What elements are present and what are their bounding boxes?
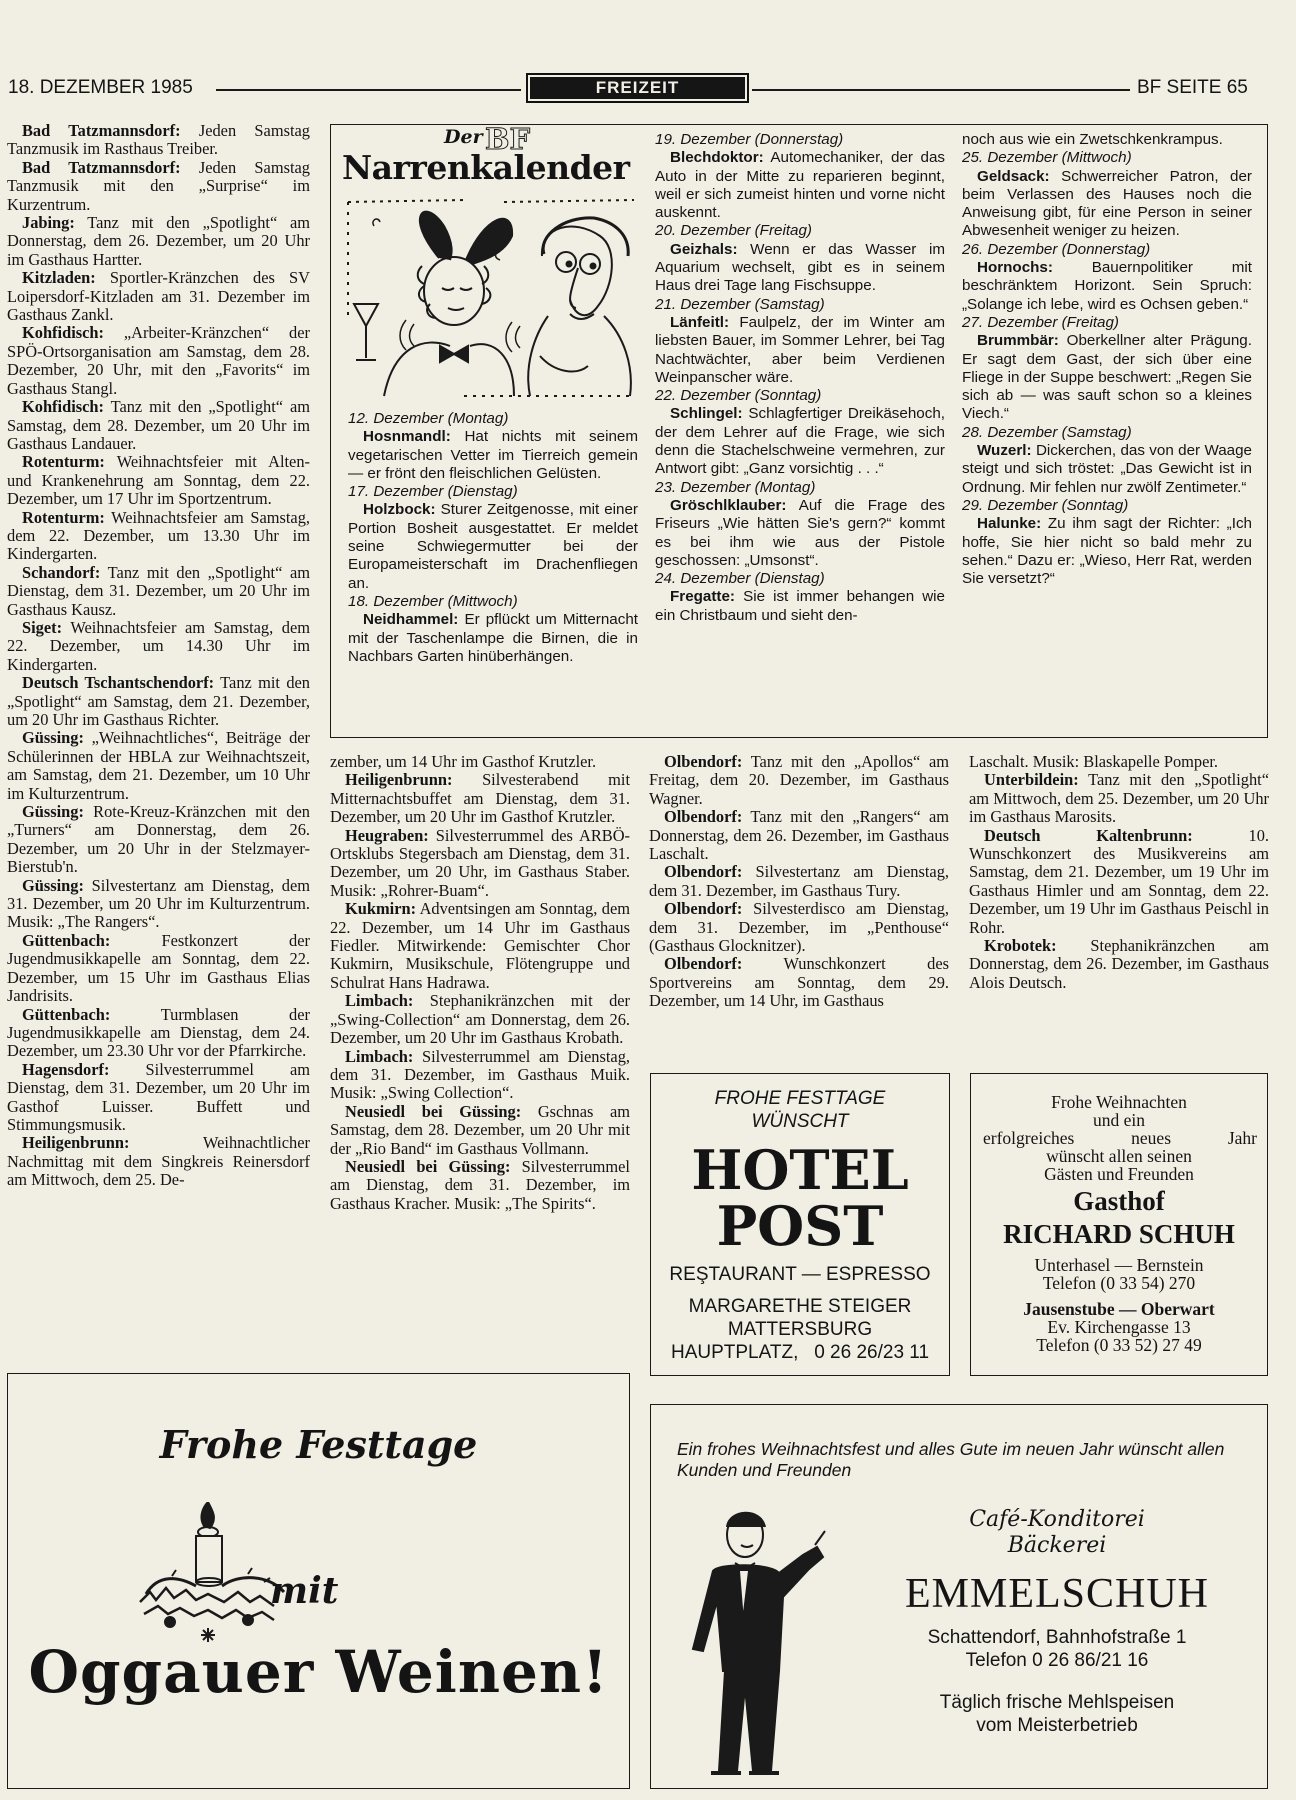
event-entry — [7, 509, 310, 564]
event-entry — [7, 674, 310, 729]
calendar-entry-name: Hornochs: — [977, 259, 1053, 277]
event-place: Kohfidisch: — [22, 397, 104, 417]
event-place: Rotenturm: — [22, 452, 105, 472]
event-place: Bad Tatzmannsdorf: — [22, 157, 181, 177]
event-place: Güssing: — [22, 728, 84, 748]
event-entry — [7, 453, 310, 508]
calendar-entry — [655, 314, 945, 387]
event-text: Adventsingen am Sonntag, dem 22. Dezember, um 14 Uhr im Gasthaus Fiedler. Mitwirkende: Gemischter Chor Kukmirn, Musikschule, Flötengruppe und Schulrat Hans Hadrawa. — [330, 899, 630, 992]
event-text: Tanz mit den „Rangers“ am Donnerstag, dem 26. Dezember, im Gasthaus Laschalt. — [649, 807, 949, 864]
event-place: Olbendorf: — [664, 899, 743, 919]
cartoon-illustration — [344, 196, 640, 404]
event-entry — [7, 269, 310, 324]
calendar-entry — [962, 168, 1252, 241]
page-number: BF SEITE 65 — [1137, 77, 1248, 98]
hotel-phone: 0 26 26/23 11 — [814, 1342, 930, 1363]
hotel-greeting-1: FROHE FESTTAGE — [714, 1088, 886, 1109]
oggau-line-3: Oggauer Weinen! — [28, 1638, 609, 1706]
event-text: „Arbeiter-Kränzchen“ der SPÖ-Ortsorganisation am Samstag, dem 28. Dezember, 20 Uhr, mit den „Favorits“ im Gasthaus Stangl. — [7, 323, 310, 398]
event-entry — [649, 863, 949, 900]
calendar-entry-name: Hosnmandl: — [363, 428, 451, 446]
emmelschuh-name: EMMELSCHUH — [904, 1571, 1210, 1617]
calendar-entry — [655, 149, 945, 222]
schuh-jausenstube: Jausenstube — Oberwart — [1023, 1299, 1215, 1319]
narrenkalender-col-a — [348, 410, 638, 734]
event-place: Heiligenbrunn: — [22, 1133, 130, 1153]
event-text: Tanz mit den „Spotlight“ am Samstag, dem 28. Dezember, um 20 Uhr im Gasthaus Landauer. — [7, 397, 310, 453]
calendar-entry-text: Hat nichts mit seinem vegetarischen Vetter im Tierreich gemein — er frönt den fleischlichen Gelüsten. — [348, 428, 638, 482]
event-entry — [7, 1006, 310, 1061]
schuh-name-1: Gasthof — [1073, 1186, 1165, 1216]
schuh-line-4: wünscht allen seinen — [1046, 1146, 1192, 1166]
calendar-entry-text: Automechaniker, der das Auto in der Mitte zu reparieren beginnt, weil er sich zumeist hinten und vorne nicht auskennt. — [655, 149, 945, 222]
calendar-entry-name: Schlingel: — [670, 405, 743, 423]
event-text: Silvesterdisco am Dienstag, dem 31. Dezember, im „Penthouse“ (Gasthaus Glocknitzer). — [649, 899, 949, 956]
event-place: Neusiedl bei Güssing: — [345, 1101, 522, 1121]
event-place: Krobotek: — [984, 936, 1057, 956]
event-entry — [7, 729, 310, 803]
event-entry — [330, 1158, 630, 1213]
calendar-entry-name: Halunke: — [977, 515, 1042, 533]
title-der: Der — [444, 126, 483, 148]
event-entry — [7, 122, 310, 159]
calendar-entry-text: Sie ist immer behangen wie ein Christbaum und sieht den- — [655, 588, 945, 624]
calendar-date: 24. Dezember (Dienstag) — [655, 570, 825, 588]
emmelschuh-type-2: Bäckerei — [1007, 1533, 1107, 1558]
event-entry — [7, 324, 310, 398]
event-entry — [969, 937, 1269, 992]
narrenkalender-col-b — [655, 131, 945, 735]
title-bf-logo: BF — [485, 122, 531, 156]
oggau-line-2: mit — [270, 1570, 339, 1612]
event-place: Heugraben: — [345, 825, 429, 845]
event-entry — [330, 771, 630, 826]
event-text: Tanz mit den „Spotlight“ am Donnerstag, dem 26. Dezember, um 20 Uhr im Gasthaus Hartter. — [7, 213, 310, 269]
calendar-date: 21. Dezember (Samstag) — [655, 295, 825, 313]
hotel-line-1: REŞTAURANT — ESPRESSO — [669, 1264, 931, 1285]
calendar-entry — [962, 515, 1252, 588]
calendar-entry-text: Sturer Zeitgenosse, mit einer Portion Bosheit ausgestattet. Er meldet seine Schwiegermutter bei der Europameisterschaft im Drachenfliegen an. — [348, 501, 638, 592]
event-text: Silvesterrummel am Dienstag, dem 31. Dezember, im Gasthaus Muik. Musik: „Swing Collection“. — [330, 1046, 630, 1103]
calendar-entry — [962, 332, 1252, 423]
event-entry — [7, 564, 310, 619]
event-entry — [649, 753, 949, 808]
calendar-date: 26. Dezember (Donnerstag) — [962, 240, 1151, 258]
event-place: Olbendorf: — [664, 807, 743, 827]
calendar-entry-text: Schlagfertiger Dreikäsehoch, der dem Lehrer auf die Frage, wie sich denn die Stachelschweine vermehren, zur Antwort gibt: „Ganz vorsichtig . . .“ — [655, 405, 945, 478]
calendar-date: 19. Dezember (Donnerstag) — [655, 131, 844, 148]
calendar-date: 22. Dezember (Sonntag) — [655, 387, 822, 405]
schuh-line-1: Frohe Weihnachten — [1051, 1092, 1187, 1112]
schuh-address-1: Unterhasel — Bernstein — [1034, 1255, 1204, 1275]
event-text: Silvesterabend mit Mitternachtsbuffet am Dienstag, dem 31. Dezember, um 20 Uhr im Gasthof Krutzler. — [330, 770, 630, 827]
event-place: Kukmirn: — [345, 899, 417, 919]
event-entry — [969, 753, 1269, 771]
event-entry — [330, 1103, 630, 1158]
calendar-date: 20. Dezember (Freitag) — [655, 222, 812, 240]
event-text: Sportler-Kränzchen des SV Loipersdorf-Kitzladen am 31. Dezember im Gasthaus Zankl. — [7, 268, 310, 325]
emmelschuh-intro: Ein frohes Weihnachtsfest und alles Gute im neuen Jahr wünscht allen Kunden und Freunden — [677, 1439, 1225, 1480]
calendar-entry-name: Neidhammel: — [363, 611, 459, 629]
section-label-box — [526, 73, 749, 103]
schuh-line-3: erfolgreiches neues Jahr — [983, 1128, 1257, 1148]
calendar-date: 27. Dezember (Freitag) — [962, 313, 1119, 331]
event-text: Tanz mit den „Spotlight“ am Mittwoch, dem 25. Dezember, um 20 Uhr im Gasthaus Marosits. — [969, 770, 1269, 827]
ad-oggauer-weinen — [7, 1373, 630, 1789]
ad-emmelschuh — [650, 1404, 1268, 1789]
event-text: Weihnachtsfeier am Samstag, dem 22. Dezember, um 13.30 Uhr im Kindergarten. — [7, 507, 310, 564]
calendar-date: 23. Dezember (Montag) — [655, 478, 816, 496]
event-entry — [7, 1061, 310, 1135]
event-entry — [969, 827, 1269, 937]
event-text: zember, um 14 Uhr im Gasthof Krutzler. — [330, 753, 597, 771]
calendar-entry-text: noch aus wie ein Zwetschkenkrampus. — [962, 131, 1223, 148]
event-place: Schandorf: — [22, 562, 101, 582]
event-text: Silvestertanz am Dienstag, dem 31. Dezember, um 20 Uhr im Kulturzentrum. Musik: „The Rangers“. — [7, 875, 310, 932]
emmelschuh-address: Schattendorf, Bahnhofstraße 1 — [927, 1627, 1187, 1648]
event-entry — [7, 803, 310, 877]
event-text: Rote-Kreuz-Kränzchen mit den „Turners“ am Donnerstag, dem 26. Dezember, um 20 Uhr in der Stelzmayer-Bierstub'n. — [7, 802, 310, 877]
calendar-date: 29. Dezember (Sonntag) — [962, 496, 1129, 514]
event-text: Tanz mit den „Apollos“ am Freitag, dem 20. Dezember, im Gasthaus Wagner. — [649, 753, 949, 808]
event-place: Güttenbach: — [22, 1004, 111, 1024]
hotel-line-2: MARGARETHE STEIGER — [688, 1296, 912, 1317]
event-entry — [7, 159, 310, 214]
narrenkalender-col-c — [962, 131, 1252, 735]
event-place: Güssing: — [22, 802, 84, 822]
event-place: Limbach: — [345, 1046, 414, 1066]
event-text: Jeden Samstag Tanzmusik mit den „Surprise“ im Kurzentrum. — [7, 157, 310, 214]
event-place: Siget: — [22, 617, 63, 637]
event-entry — [330, 1048, 630, 1103]
event-place: Olbendorf: — [664, 753, 743, 771]
calendar-entry-name: Gröschlklauber: — [670, 496, 787, 514]
event-text: Weihnachtsfeier mit Alten- und Krankenehrung am Sonntag, dem 22. Dezember, um 17 Uhr im Sportzentrum. — [7, 452, 310, 509]
event-place: Rotenturm: — [22, 507, 105, 527]
event-text: Silvesterrummel am Dienstag, dem 31. Dezember, um 20 Uhr im Gasthof Luisser. Buffett und Stimmungsmusik. — [7, 1059, 310, 1134]
events-column-1 — [7, 122, 310, 1362]
event-text: „Weihnachtliches“, Beiträge der Schülerinnen der HBLA zur Weihnachtszeit, am Samstag, dem 21. Dezember, um 10 Uhr im Kulturzentrum. — [7, 728, 310, 803]
event-text: Laschalt. Musik: Blaskapelle Pomper. — [969, 753, 1219, 771]
calendar-entry — [655, 588, 945, 625]
emmelschuh-slogan-1: Täglich frische Mehlspeisen — [939, 1692, 1175, 1713]
schuh-address-2: Ev. Kirchengasse 13 — [1047, 1317, 1191, 1337]
event-text: Silvesterrummel des ARBÖ-Ortsklubs Stegersbach am Dienstag, dem 31. Dezember, um 20 Uhr, im Gasthaus Staber. Musik: „Rohrer-Buam“. — [330, 825, 630, 900]
event-text: Gschnas am Samstag, dem 28. Dezember, um 20 Uhr mit der „Rio Band“ im Gasthaus Vollmann. — [330, 1101, 630, 1158]
schuh-line-2: und ein — [1092, 1110, 1145, 1130]
calendar-entry-name: Geldsack: — [977, 167, 1050, 185]
events-column-3 — [649, 753, 949, 1047]
event-entry — [7, 1134, 310, 1189]
calendar-entry-text: Schwerreicher Patron, der beim Verlassen des Hauses noch die Anweisung gibt, für eine Person in seiner Abwesenheit weniger zu heizen. — [962, 167, 1252, 240]
hotel-greeting-2: WÜNSCHT — [751, 1111, 849, 1132]
calendar-entry-name: Holzbock: — [363, 501, 436, 519]
calendar-entry — [348, 428, 638, 483]
section-label: FREIZEIT — [530, 77, 745, 99]
event-text: Weihnachtsfeier am Samstag, dem 22. Dezember, um 14.30 Uhr im Kindergarten. — [7, 617, 310, 674]
calendar-entry-text: Bauernpolitiker mit beschränktem Horizont. Sein Spruch: „Solange ich lebe, wird es Ochsen geben.“ — [962, 259, 1252, 313]
calendar-entry-text: Wenn er das Wasser im Aquarium wechselt, gibt es in seinem Haus drei Tage lang Fischsuppe. — [655, 240, 945, 295]
event-entry — [330, 753, 630, 771]
emmelschuh-slogan-2: vom Meisterbetrieb — [976, 1715, 1138, 1736]
calendar-entry-name: Fregatte: — [670, 588, 735, 606]
cartoon-svg — [344, 196, 640, 404]
calendar-entry — [655, 497, 945, 570]
event-place: Jabing: — [22, 213, 75, 233]
calendar-date: 25. Dezember (Mittwoch) — [962, 149, 1132, 167]
calendar-date: 18. Dezember (Mittwoch) — [348, 592, 518, 610]
header-rule-right — [752, 89, 1130, 91]
waiter-illustration — [683, 1501, 833, 1781]
ad-gasthof-schuh — [970, 1073, 1268, 1376]
page-header — [0, 70, 1296, 110]
emmelschuh-phone: Telefon 0 26 86/21 16 — [965, 1650, 1149, 1671]
calendar-date: 17. Dezember (Dienstag) — [348, 483, 518, 501]
event-entry — [649, 955, 949, 1010]
calendar-entry — [962, 442, 1252, 497]
event-entry — [649, 808, 949, 863]
event-place: Olbendorf: — [664, 862, 743, 882]
emmelschuh-type-1: Café-Konditorei — [969, 1507, 1145, 1532]
calendar-entry — [348, 501, 638, 592]
calendar-entry — [655, 405, 945, 478]
calendar-entry-name: Wuzerl: — [977, 442, 1032, 460]
event-place: Olbendorf: — [664, 954, 743, 974]
event-text: Jeden Samstag Tanzmusik im Rasthaus Treiber. — [7, 122, 310, 159]
calendar-entry-name: Geizhals: — [670, 240, 738, 258]
event-place: Hagensdorf: — [22, 1059, 110, 1079]
event-entry — [330, 900, 630, 992]
event-text: Stephanikränzchen mit der „Swing-Collection“ am Donnerstag, dem 26. Dezember, um 20 Uhr im Gasthaus Krobath. — [330, 991, 630, 1048]
event-entry — [330, 992, 630, 1047]
event-place: Deutsch Kaltenbrunn: — [984, 825, 1193, 845]
hotel-address-line — [651, 1342, 949, 1364]
calendar-entry-text: Oberkellner alter Prägung. Er sagt dem Gast, der sich über eine Fliege in der Suppe beschwert: „Regen Sie sich ab — was sauft schon so a kleines Viech.“ — [962, 332, 1252, 423]
event-text: Silvesterrummel am Dienstag, dem 31. Dezember, im Gasthaus Kracher. Musik: „The Spirits“. — [330, 1156, 630, 1213]
event-entry — [7, 214, 310, 269]
calendar-entry-text: Faulpelz, der im Winter am liebsten Bauer, im Sommer Lehrer, bei Tag Nachtwächter, aber beim Verdienen Weinpanscher wäre. — [655, 313, 945, 386]
issue-date: 18. DEZEMBER 1985 — [8, 77, 193, 98]
hotel-street: HAUPTPLATZ, — [670, 1342, 799, 1363]
calendar-entry-text: Dickerchen, das von der Waage steigt und sich tröstet: „Das Gewicht ist in Ordnung. Mir fehlen nur zwölf Zentimeter.“ — [962, 442, 1252, 496]
event-entry — [969, 771, 1269, 826]
events-column-4 — [969, 753, 1269, 1047]
schuh-line-5: Gästen und Freunden — [1044, 1164, 1194, 1184]
event-text: 10. Wunschkonzert des Musikvereins am Samstag, dem 21. Dezember, um 19 Uhr im Gasthaus Himler und am Sonntag, dem 22. Dezember, um 19 Uhr im Gasthaus Peischl in Rohr. — [969, 825, 1269, 937]
schuh-phone-1: Telefon (0 33 54) 270 — [1042, 1273, 1196, 1293]
event-text: Festkonzert der Jugendmusikkapelle am Sonntag, dem 22. Dezember, um 15 Uhr im Gasthaus Elias Jandrisits. — [7, 930, 310, 1006]
event-text: Wunschkonzert des Sportvereins am Sonntag, dem 29. Dezember, um 14 Uhr, im Gasthaus — [649, 954, 949, 1011]
event-place: Limbach: — [345, 991, 414, 1011]
event-place: Unterbildein: — [984, 770, 1079, 790]
calendar-entry-text: Er pflückt um Mitternacht mit der Taschenlampe die Birnen, die in Nachbars Garten hinüberhängen. — [348, 611, 638, 665]
title-narrenkalender: Narrenkalender — [342, 148, 630, 187]
calendar-entry — [962, 131, 1252, 149]
events-column-2 — [330, 753, 630, 1365]
event-text: Weihnachtlicher Nachmittag mit dem Singkreis Reinersdorf am Mittwoch, dem 25. De- — [7, 1133, 310, 1190]
event-entry — [330, 827, 630, 901]
event-entry — [7, 932, 310, 1006]
calendar-entry — [655, 241, 945, 296]
narrenkalender-title — [340, 122, 630, 188]
calendar-entry-name: Länfeitl: — [670, 313, 730, 331]
event-place: Kohfidisch: — [22, 323, 104, 343]
ad-hotel-post — [650, 1073, 950, 1376]
hotel-name-1: HOTEL — [691, 1138, 909, 1202]
calendar-date: 12. Dezember (Montag) — [348, 410, 509, 427]
calendar-entry-name: Blechdoktor: — [670, 149, 764, 167]
event-place: Neusiedl bei Güssing: — [345, 1156, 511, 1176]
event-entry — [649, 900, 949, 955]
event-text: Tanz mit den „Spotlight“ am Dienstag, dem 31. Dezember, um 20 Uhr im Gasthaus Kausz. — [7, 562, 310, 619]
event-place: Güttenbach: — [22, 930, 111, 950]
schuh-phone-2: Telefon (0 33 52) 27 49 — [1036, 1335, 1202, 1355]
event-place: Heiligenbrunn: — [345, 770, 453, 790]
calendar-entry — [962, 259, 1252, 314]
event-text: Turmblasen der Jugendmusikkapelle am Dienstag, dem 24. Dezember, um 23.30 Uhr vor der Pfarrkirche. — [7, 1004, 310, 1061]
calendar-entry-name: Brummbär: — [977, 332, 1059, 350]
calendar-entry — [348, 611, 638, 666]
event-place: Güssing: — [22, 875, 84, 895]
header-rule-left — [216, 89, 521, 91]
event-text: Tanz mit den „Spotlight“ am Samstag, dem 21. Dezember, um 20 Uhr im Gasthaus Richter. — [7, 673, 310, 729]
oggau-line-1: Frohe Festtage — [159, 1422, 478, 1467]
event-entry — [7, 398, 310, 453]
event-place: Deutsch Tschantschendorf: — [22, 673, 215, 693]
event-entry — [7, 877, 310, 932]
event-place: Kitzladen: — [22, 268, 96, 288]
schuh-name-2: RICHARD SCHUH — [1003, 1219, 1235, 1249]
calendar-entry-text: Auf die Frage des Friseurs „Wie hätten Sie's gern?“ kommt es bei ihm wie aus der Pistole geschossen: „Umsonst“. — [655, 496, 945, 569]
calendar-entry-text: Zu ihm sagt der Richter: „Ich hoffe, Sie hier nicht so bald mehr zu sehen.“ Dazu er: „Wieso, Herr Rat, werden Sie versetzt?“ — [962, 515, 1252, 588]
hotel-line-3: MATTERSBURG — [727, 1319, 873, 1340]
event-entry — [7, 619, 310, 674]
hotel-name-2: POST — [716, 1194, 884, 1258]
event-text: Silvestertanz am Dienstag, dem 31. Dezember, im Gasthaus Tury. — [649, 862, 949, 900]
event-text: Stephanikränzchen am Donnerstag, dem 26. Dezember, im Gasthaus Alois Deutsch. — [969, 936, 1269, 992]
calendar-date: 28. Dezember (Samstag) — [962, 423, 1132, 441]
event-place: Bad Tatzmannsdorf: — [22, 122, 181, 140]
